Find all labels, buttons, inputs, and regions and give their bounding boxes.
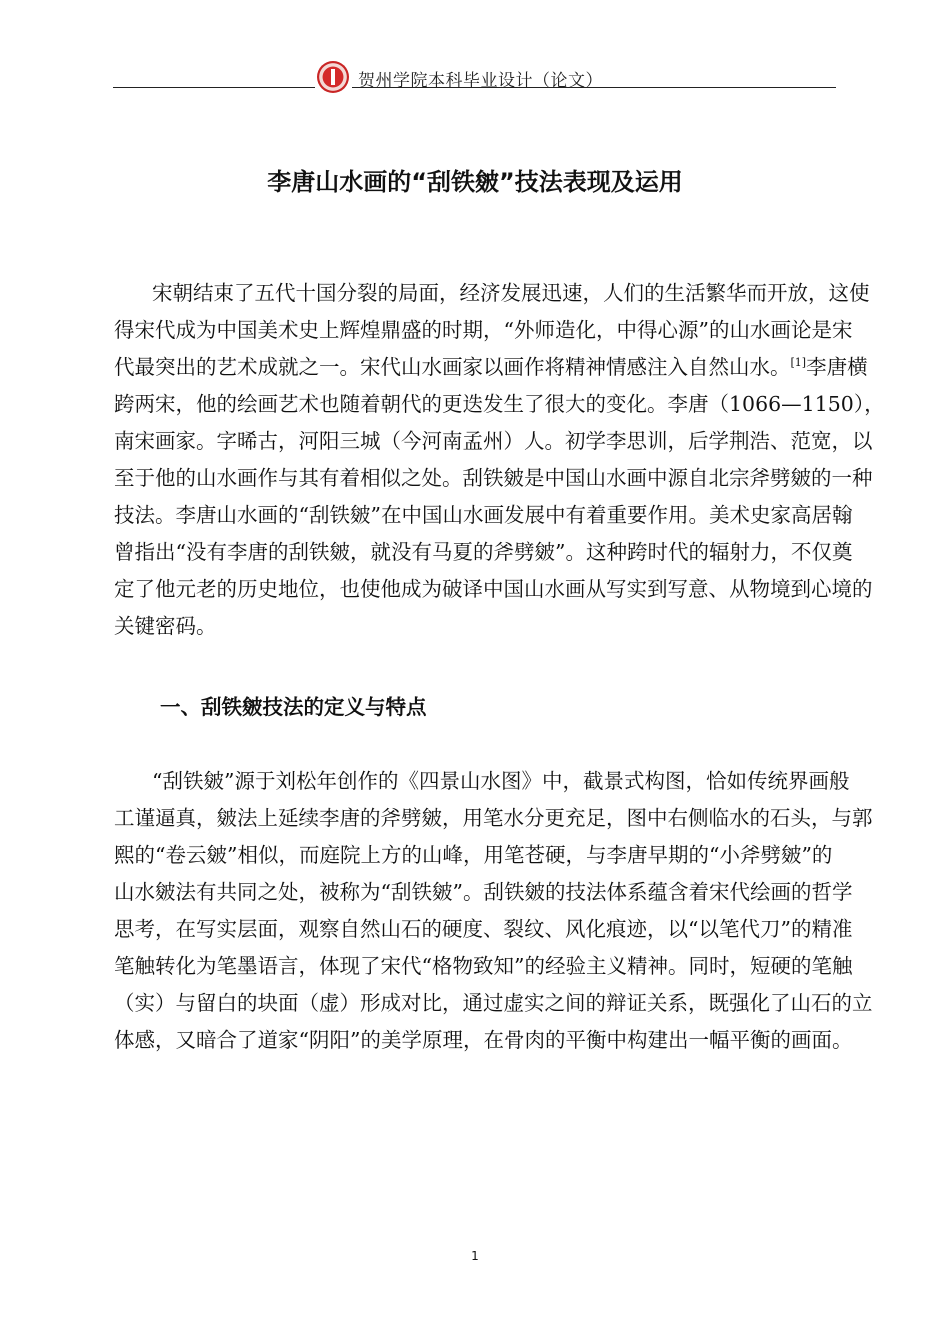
text-line: 南宋画家。字晞古，河阳三城（今河南孟州）人。初学李思训，后学荆浩、范宽，以 — [114, 429, 873, 453]
university-logo-icon — [317, 61, 349, 93]
text-line: 熙的“卷云皴”相似，而庭院上方的山峰，用笔苍硬，与李唐早期的“小斧劈皴”的 — [114, 843, 833, 867]
citation-ref[interactable]: [1] — [790, 356, 807, 369]
text-line: 至于他的山水画作与其有着相似之处。刮铁皴是中国山水画中源自北宗斧劈皴的一种 — [114, 466, 873, 490]
text-segment: 李唐横 — [806, 355, 868, 379]
text-line — [114, 349, 868, 386]
header-institution: 贺州学院本科毕业设计（论文） — [358, 71, 603, 91]
text-line: 体感，又暗合了道家“阴阳”的美学原理，在骨肉的平衡中构建出一幅平衡的画面。 — [114, 1028, 853, 1052]
header-rule-left — [113, 87, 315, 88]
text-line: 定了他元老的历史地位，也使他成为破译中国山水画从写实到写意、从物境到心境的 — [114, 577, 873, 601]
text-line: “刮铁皴”源于刘松年创作的《四景山水图》中，截景式构图，恰如传统界画般 — [152, 769, 850, 793]
text-line: 跨两宋，他的绘画艺术也随着朝代的更迭发生了很大的变化。李唐（1066—1150）， — [114, 392, 885, 416]
page-title: 李唐山水画的“刮铁皴”技法表现及运用 — [267, 168, 683, 196]
intro-paragraph — [114, 275, 885, 645]
text-line: 得宋代成为中国美术史上辉煌鼎盛的时期，“外师造化，中得心源”的山水画论是宋 — [114, 318, 853, 342]
text-line: 关键密码。 — [114, 614, 217, 638]
text-line: 宋朝结束了五代十国分裂的局面，经济发展迅速，人们的生活繁华而开放，这使 — [152, 281, 870, 305]
text-line: 曾指出“没有李唐的刮铁皴，就没有马夏的斧劈皴”。这种跨时代的辐射力，不仅奠 — [114, 540, 853, 564]
page-number: 1 — [471, 1249, 479, 1263]
section1-paragraph — [114, 763, 873, 1059]
text-line: 工谨逼真，皴法上延续李唐的斧劈皴，用笔水分更充足，图中右侧临水的石头，与郭 — [114, 806, 873, 830]
section-heading: 一、刮铁皴技法的定义与特点 — [160, 695, 427, 719]
text-segment: 代最突出的艺术成就之一。宋代山水画家以画作将精神情感注入自然山水。 — [114, 355, 791, 379]
text-line: 思考，在写实层面，观察自然山石的硬度、裂纹、风化痕迹，以“以笔代刀”的精准 — [114, 917, 853, 941]
text-line: （实）与留白的块面（虚）形成对比，通过虚实之间的辩证关系，既强化了山石的立 — [114, 991, 873, 1015]
text-line: 山水皴法有共同之处，被称为“刮铁皴”。刮铁皴的技法体系蕴含着宋代绘画的哲学 — [114, 880, 853, 904]
text-line: 技法。李唐山水画的“刮铁皴”在中国山水画发展中有着重要作用。美术史家高居翰 — [114, 503, 853, 527]
text-line: 笔触转化为笔墨语言，体现了宋代“格物致知”的经验主义精神。同时，短硬的笔触 — [114, 954, 853, 978]
